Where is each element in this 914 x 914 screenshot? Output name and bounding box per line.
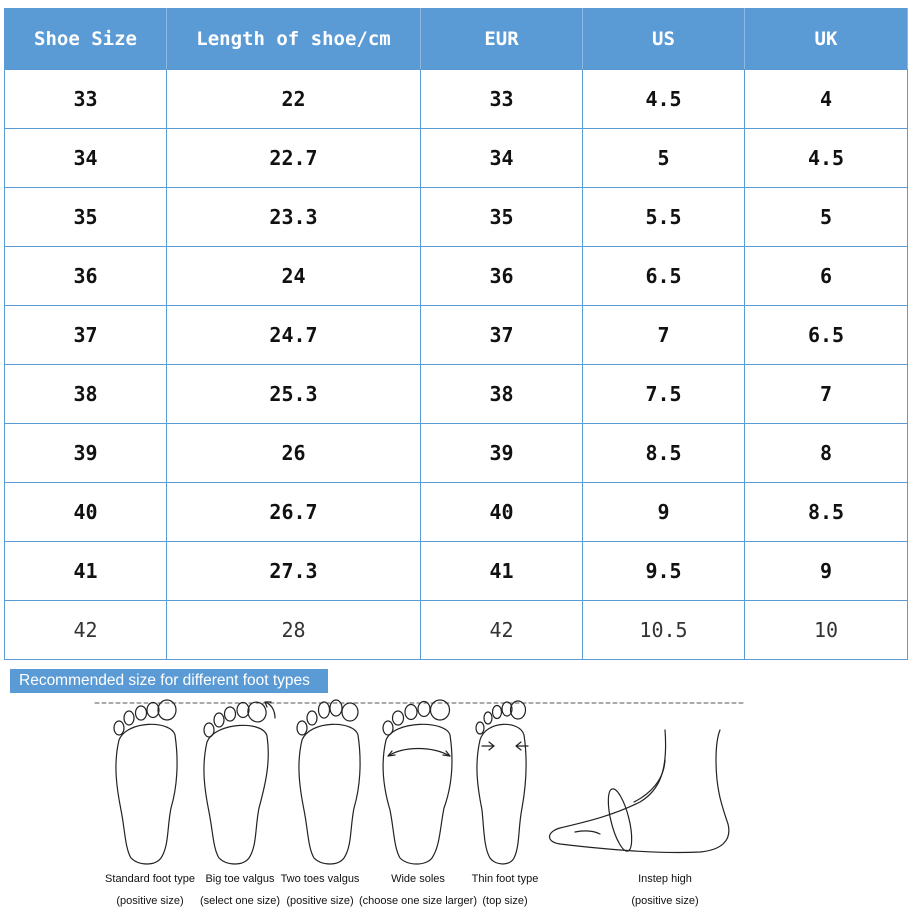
- table-row: [5, 483, 908, 542]
- instep-high-foot-icon: [550, 730, 729, 853]
- table-row: [5, 188, 908, 247]
- cell-us: 9.5: [583, 542, 745, 601]
- cell-length-cm: 23.3: [167, 188, 421, 247]
- two-toes-valgus-foot-icon: [297, 700, 360, 864]
- cell-shoe-size: 42: [5, 601, 167, 660]
- cell-us: 9: [583, 483, 745, 542]
- cell-uk: 6.5: [745, 306, 908, 365]
- table-row: [5, 129, 908, 188]
- cell-shoe-size: 35: [5, 188, 167, 247]
- table-row: [5, 306, 908, 365]
- cell-uk: 10: [745, 601, 908, 660]
- big-toe-valgus-foot-icon: [204, 700, 275, 864]
- table-row: [5, 424, 908, 483]
- cell-us: 6.5: [583, 247, 745, 306]
- cell-shoe-size: 33: [5, 70, 167, 129]
- cell-us: 8.5: [583, 424, 745, 483]
- cell-length-cm: 26: [167, 424, 421, 483]
- cell-shoe-size: 39: [5, 424, 167, 483]
- cell-length-cm: 22.7: [167, 129, 421, 188]
- table-row: [5, 70, 908, 129]
- cell-us: 5.5: [583, 188, 745, 247]
- foot-label-standard: Standard foot type (positive size): [105, 873, 195, 907]
- cell-length-cm: 24: [167, 247, 421, 306]
- cell-uk: 4: [745, 70, 908, 129]
- cell-us: 7: [583, 306, 745, 365]
- cell-length-cm: 22: [167, 70, 421, 129]
- cell-length-cm: 26.7: [167, 483, 421, 542]
- cell-eur: 39: [421, 424, 583, 483]
- table-row: [5, 601, 908, 660]
- cell-shoe-size: 37: [5, 306, 167, 365]
- cell-shoe-size: 38: [5, 365, 167, 424]
- cell-us: 4.5: [583, 70, 745, 129]
- wide-soles-foot-icon: [383, 700, 452, 864]
- foot-types-banner: Recommended size for different foot types: [10, 669, 328, 693]
- cell-length-cm: 24.7: [167, 306, 421, 365]
- cell-uk: 4.5: [745, 129, 908, 188]
- cell-shoe-size: 36: [5, 247, 167, 306]
- table-row: [5, 247, 908, 306]
- cell-eur: 33: [421, 70, 583, 129]
- header-us: US: [583, 9, 745, 70]
- cell-shoe-size: 41: [5, 542, 167, 601]
- cell-uk: 8: [745, 424, 908, 483]
- foot-label-instep-high: Instep high (positive size): [631, 873, 699, 907]
- foot-label-wide-soles: Wide soles (choose one size larger): [358, 873, 477, 907]
- cell-us: 10.5: [583, 601, 745, 660]
- cell-eur: 35: [421, 188, 583, 247]
- cell-uk: 8.5: [745, 483, 908, 542]
- cell-eur: 34: [421, 129, 583, 188]
- cell-eur: 41: [421, 542, 583, 601]
- cell-us: 7.5: [583, 365, 745, 424]
- cell-uk: 5: [745, 188, 908, 247]
- cell-uk: 6: [745, 247, 908, 306]
- cell-uk: 9: [745, 542, 908, 601]
- cell-eur: 42: [421, 601, 583, 660]
- table-row: [5, 542, 908, 601]
- cell-uk: 7: [745, 365, 908, 424]
- cell-shoe-size: 34: [5, 129, 167, 188]
- table-header-row: [5, 9, 908, 70]
- table-row: [5, 365, 908, 424]
- header-eur: EUR: [421, 9, 583, 70]
- header-shoe-size: Shoe Size: [5, 9, 167, 70]
- header-uk: UK: [745, 9, 908, 70]
- foot-label-big-toe-valgus: Big toe valgus (select one size): [199, 873, 281, 907]
- cell-length-cm: 25.3: [167, 365, 421, 424]
- cell-shoe-size: 40: [5, 483, 167, 542]
- cell-eur: 37: [421, 306, 583, 365]
- foot-label-thin-foot: Thin foot type (top size): [471, 873, 539, 907]
- cell-eur: 40: [421, 483, 583, 542]
- standard-foot-icon: [114, 700, 177, 864]
- header-length-cm: Length of shoe/cm: [167, 9, 421, 70]
- cell-eur: 38: [421, 365, 583, 424]
- cell-length-cm: 28: [167, 601, 421, 660]
- cell-length-cm: 27.3: [167, 542, 421, 601]
- thin-foot-icon: [476, 701, 528, 864]
- cell-us: 5: [583, 129, 745, 188]
- size-chart-table: [4, 8, 908, 660]
- foot-label-two-toes-valgus: Two toes valgus (positive size): [280, 873, 360, 907]
- cell-eur: 36: [421, 247, 583, 306]
